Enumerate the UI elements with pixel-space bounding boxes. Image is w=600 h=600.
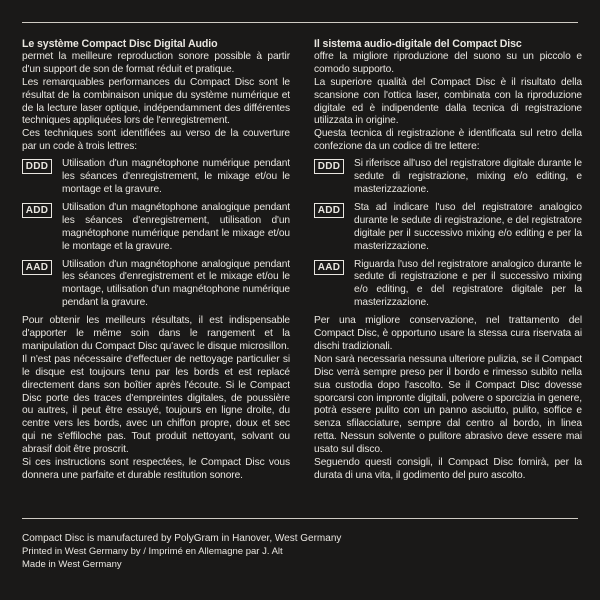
french-paragraph: Ces techniques sont identifiées au verso de la couverture par un code à trois lettres: bbox=[22, 128, 290, 153]
italian-paragraph: La superiore qualità del Compact Disc è il risultato della scansione con l'ottica laser, combinata con la riproduzione digitale ed è indipendente dalla tecnica di registrazione utilizzata in origine. bbox=[314, 76, 582, 127]
code-description: Riguarda l'uso del registratore analogico durante le sedute di registrazione e per il successivo mixing e/o editing, e del registratore digitale per la masterizzazione. bbox=[354, 258, 582, 309]
french-paragraph: permet la meilleure reproduction sonore possible à partir d'un support de son de format réduit et pratique. bbox=[22, 50, 290, 75]
italian-paragraph: Non sarà necessaria nessuna ulteriore pulizia, se il Compact Disc verrà sempre preso per il bordo e rimesso subito nella sua custodia dopo l'ascolto. Se il Compact Disc dovesse sporcarsi con impronte digitali, polvere o sporcizia in genere, potrà essere pulito con un panno asciutto, pulito, soffice e senza sfilacciature, sempre dal centro al bordo, in linea retta. Nessun solvente o pulitore abrasivo deve essere mai usato sul disco. bbox=[314, 353, 582, 456]
origin-note: Made in West Germany bbox=[22, 559, 122, 570]
code-badge-add: ADD bbox=[22, 203, 52, 218]
italian-column bbox=[314, 38, 582, 483]
code-badge-add: ADD bbox=[314, 203, 344, 218]
french-heading: Le système Compact Disc Digital Audio bbox=[22, 38, 218, 50]
code-description: Sta ad indicare l'uso del registratore analogico durante le sedute di registrazione, e del registratore digitale per il successivo mixing e/o editing e per la masterizzazione. bbox=[354, 201, 582, 252]
code-badge-aad: AAD bbox=[22, 260, 52, 275]
french-paragraph: Il n'est pas nécessaire d'effectuer de nettoyage particulier si le disque est toujours tenu par les bords et est replacé directement dans son boîtier après l'écoute. Si le Compact Disc porte des traces d'empreintes digitales, de poussière ou autres, il peut être essuyé, toujours en ligne droite, du centre vers les bords, avec un chiffon propre, doux et sec qui ne s'effiloche pas. Tout produit nettoyant, solvant ou abrasif doit être proscrit. bbox=[22, 353, 290, 456]
italian-paragraph: offre la migliore riproduzione del suono su un piccolo e comodo supporto. bbox=[314, 50, 582, 75]
code-badge-ddd: DDD bbox=[314, 159, 344, 174]
top-divider bbox=[22, 22, 578, 23]
code-badge-aad: AAD bbox=[314, 260, 344, 275]
code-row-ddd bbox=[314, 158, 582, 197]
bottom-divider bbox=[22, 518, 578, 519]
french-paragraph: Pour obtenir les meilleurs résultats, il est indispensable d'apporter le même soin dans le rangement et la manipulation du Compact Disc qu'avec le disque microsillon. bbox=[22, 315, 290, 352]
manufacturer-note: Compact Disc is manufactured by PolyGram in Hanover, West Germany bbox=[22, 533, 342, 544]
italian-paragraph: Per una migliore conservazione, nel trattamento del Compact Disc, è opportuno usare la stessa cura riservata ai dischi tradizionali. bbox=[314, 315, 582, 352]
french-paragraph: Les remarquables performances du Compact Disc sont le résultat de la combinaison unique du système numérique et de la lecture laser optique, indépendamment des différentes techniques appliquées lors de l'enregistrement. bbox=[22, 76, 290, 127]
code-row-add bbox=[22, 202, 290, 254]
italian-heading: Il sistema audio-digitale del Compact Disc bbox=[314, 38, 522, 50]
code-row-add bbox=[314, 202, 582, 254]
code-row-aad bbox=[314, 259, 582, 311]
code-description: Utilisation d'un magnétophone analogique pendant les séances d'enregistrement, utilisation d'un magnétophone numérique pendant le mixage et/ou le montage et la gravure. bbox=[62, 201, 290, 252]
code-description: Utilisation d'un magnétophone analogique pendant les séances d'enregistrement et le mixage et/ou le montage, utilisation d'un magnétophone numérique pendant la gravure. bbox=[62, 258, 290, 309]
code-row-aad bbox=[22, 259, 290, 311]
code-row-ddd bbox=[22, 158, 290, 197]
french-column bbox=[22, 38, 290, 483]
printer-note: Printed in West Germany by / Imprimé en Allemagne par J. Alt bbox=[22, 546, 283, 557]
french-code-list bbox=[22, 158, 290, 310]
code-badge-ddd: DDD bbox=[22, 159, 52, 174]
french-paragraph: Si ces instructions sont respectées, le Compact Disc vous donnera une parfaite et durable restitution sonore. bbox=[22, 457, 290, 481]
code-description: Utilisation d'un magnétophone numérique pendant les séances d'enregistrement, le mixage et/ou le montage et la gravure. bbox=[62, 158, 290, 195]
italian-paragraph: Seguendo questi consigli, il Compact Disc fornirà, per la durata di una vita, il godimento del puro ascolto. bbox=[314, 457, 582, 481]
italian-paragraph: Questa tecnica di registrazione è identificata sul retro della confezione da un codice di tre lettere: bbox=[314, 128, 582, 153]
footer-credits bbox=[22, 532, 341, 571]
code-description: Si riferisce all'uso del registratore digitale durante le sedute di registrazione, mixing e/o editing, e masterizzazione. bbox=[354, 158, 582, 195]
italian-code-list bbox=[314, 158, 582, 310]
